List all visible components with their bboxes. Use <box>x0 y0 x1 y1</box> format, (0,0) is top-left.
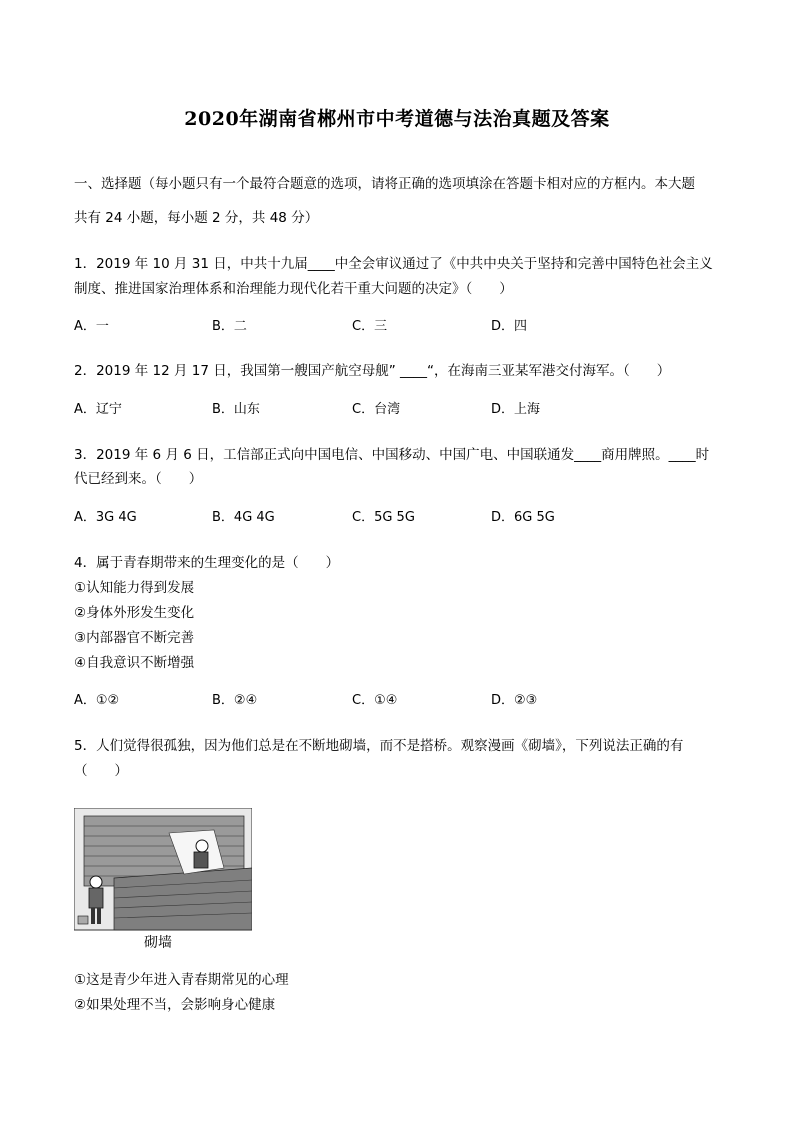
question-1-option-a: A．一 <box>74 319 109 334</box>
question-3-text: 3．2019 年 6 月 6 日，工信部正式向中国电信、中国移动、中国广电、中国联通发____商用牌照。____时 <box>74 447 710 463</box>
question-2-option-b: B．山东 <box>212 402 260 417</box>
question-2-text: 2．2019 年 12 月 17 日，我国第一艘国产航空母舰” ____“，在海南三亚某军港交付海军。（ ） <box>74 363 671 379</box>
question-4-item-4: ④自我意识不断增强 <box>74 655 195 671</box>
question-2-option-a: A．辽宁 <box>74 402 122 417</box>
section-instructions-line2: 共有 24 小题，每小题 2 分，共 48 分） <box>74 210 319 226</box>
question-4-option-c: C．①④ <box>352 693 398 708</box>
question-4-option-b: B．②④ <box>212 693 258 708</box>
question-4-item-1: ①认知能力得到发展 <box>74 580 195 596</box>
question-4-item-3: ③内部器官不断完善 <box>74 630 195 646</box>
section-instructions-line1: 一、选择题（每小题只有一个最符合题意的选项，请将正确的选项填涂在答题卡相对应的方框内。本大题 <box>74 176 695 192</box>
question-3-option-c: C．5G 5G <box>352 510 415 525</box>
question-5-text-cont: （ ） <box>74 763 128 779</box>
question-3-option-d: D．6G 5G <box>491 510 555 525</box>
wall-building-cartoon <box>74 808 252 968</box>
question-4-text: 4．属于青春期带来的生理变化的是（ ） <box>74 555 340 571</box>
question-4-item-2: ②身体外形发生变化 <box>74 605 195 621</box>
question-1-option-d: D．四 <box>491 319 528 334</box>
page-title: 2020年湖南省郴州市中考道德与法治真题及答案 <box>184 108 610 130</box>
question-5-item-1: ①这是青少年进入青春期常见的心理 <box>74 972 289 988</box>
question-1-text: 1．2019 年 10 月 31 日，中共十九届____中全会审议通过了《中共中央关于坚持和完善中国特色社会主义 <box>74 256 713 272</box>
question-5-text: 5．人们觉得很孤独，因为他们总是在不断地砌墙，而不是搭桥。观察漫画《砌墙》，下列说法正确的有 <box>74 738 684 754</box>
question-1-option-b: B．二 <box>212 319 247 334</box>
question-2-option-c: C．台湾 <box>352 402 401 417</box>
question-2-option-d: D．上海 <box>491 402 541 417</box>
question-4-option-d: D．②③ <box>491 693 538 708</box>
question-1-option-c: C．三 <box>352 319 388 334</box>
question-3-option-a: A．3G 4G <box>74 510 137 525</box>
question-5-item-2: ②如果处理不当，会影响身心健康 <box>74 997 276 1013</box>
question-1-text-cont: 制度、推进国家治理体系和治理能力现代化若干重大问题的决定》（ ） <box>74 281 513 297</box>
question-4-option-a: A．①② <box>74 693 120 708</box>
question-3-option-b: B．4G 4G <box>212 510 275 525</box>
cartoon-caption: 砌墙 <box>144 935 172 951</box>
question-3-text-cont: 代已经到来。（ ） <box>74 471 203 487</box>
